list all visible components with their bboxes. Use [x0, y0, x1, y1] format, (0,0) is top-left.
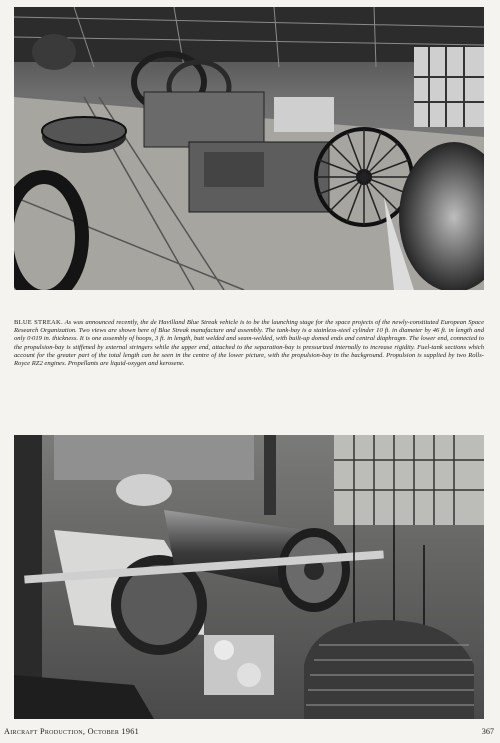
- page-footer: [4, 727, 494, 736]
- journal-title: Aircraft Production, October 1961: [4, 727, 140, 736]
- caption-body: As was announced recently, the de Havilland Blue Streak vehicle is to be the launching stage for the space projects of the newly-constituted European Space Research Organization. Two views are shown here of Blue Streak manufacture and assembly. The tank-bay is a stainless-steel cylinder 10 ft. in diameter by 46 ft. in length and only 0·019 in. thickness. It is one assembly of hoops, 3 ft. in length, butt welded and seam-welded, with built-up domed ends and central diaphragm. The lower end, connected to the propulsion-bay is stiffened by external stringers while the upper end, attached to the separation-bay is pressurized internally to increase rigidity. Fuel-tank sections which account for the greater part of the total length can be seen in the centre of the lower picture, with the propulsion-bay in the background. Propulsion is supplied by two Rolls-Royce RZ2 engines. Propellants are liquid-oxygen and kerosene.: [14, 319, 484, 368]
- photo-caption: [14, 319, 484, 368]
- assembly-hall-photo: [14, 435, 484, 719]
- caption-lead: BLUE STREAK.: [14, 319, 63, 326]
- page-number: 367: [481, 727, 494, 736]
- factory-floor-photo: [14, 7, 484, 290]
